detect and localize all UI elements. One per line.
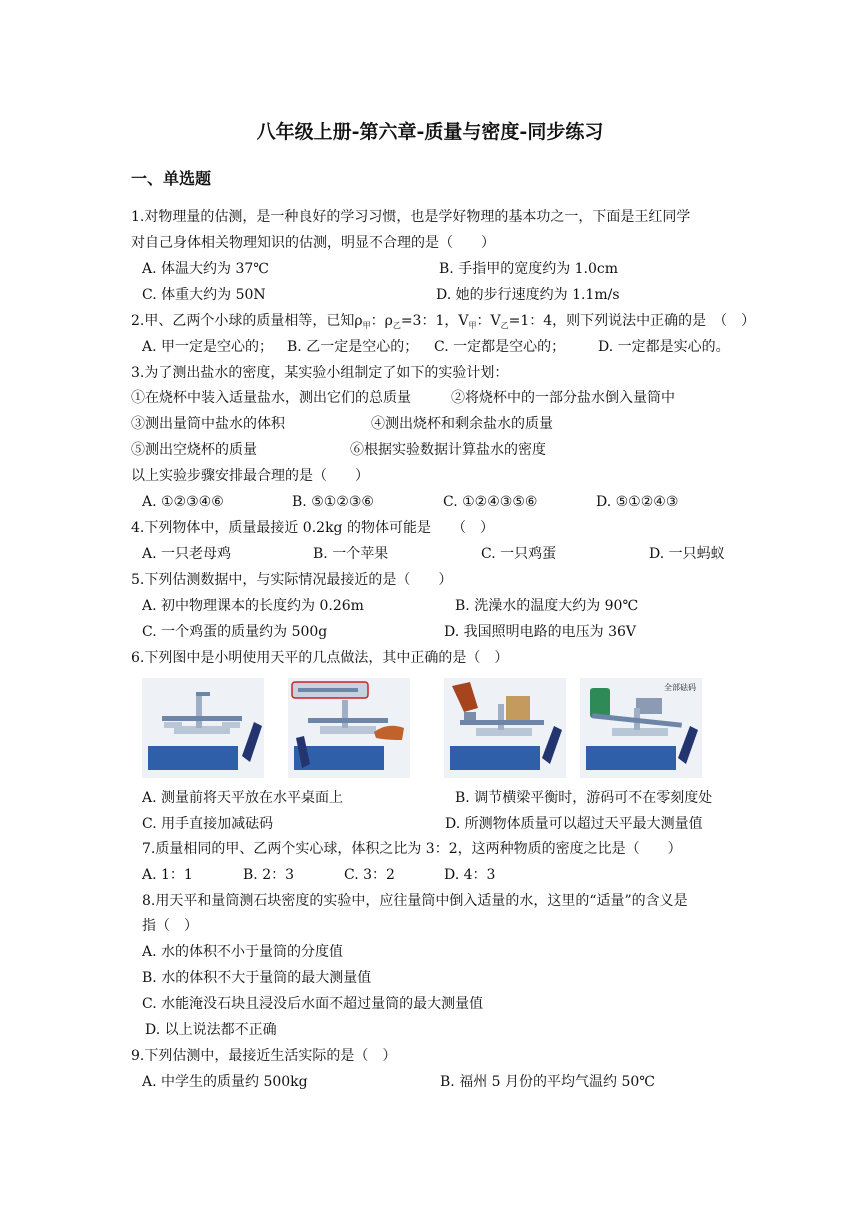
q3-option-c: C. ①②④③⑤⑥	[443, 494, 538, 510]
q6-option-b: B. 调节横梁平衡时，游码可不在零刻度处	[455, 790, 713, 806]
q3-option-b: B. ⑤①②③⑥	[292, 494, 374, 510]
q8-stem-line2: 指（ ）	[142, 918, 198, 934]
q2-option-d: D. 一定都是实心的。	[598, 339, 730, 355]
desk-shape	[148, 746, 238, 770]
q5-option-b: B. 洗澡水的温度大约为 90℃	[455, 598, 639, 614]
q3-step5: ⑤测出空烧杯的质量	[131, 442, 257, 458]
q6-stem: 6.下列图中是小明使用天平的几点做法，其中正确的是（ ）	[131, 650, 509, 666]
q4-option-c: C. 一只鸡蛋	[481, 546, 557, 562]
q8-option-c: C. 水能淹没石块且浸没后水面不超过量筒的最大测量值	[142, 996, 484, 1012]
balance-figure-c	[444, 678, 566, 778]
balance-figure-b	[288, 678, 410, 778]
q3-step3: ③测出量筒中盐水的体积	[131, 416, 285, 432]
q3-ask: 以上实验步骤安排最合理的是（ ）	[131, 468, 369, 484]
q3-step4: ④测出烧杯和剩余盐水的质量	[371, 416, 553, 432]
q5-stem: 5.下列估测数据中，与实际情况最接近的是（ ）	[131, 572, 453, 588]
q7-option-d: D. 4：3	[444, 867, 496, 883]
q3-step1: ①在烧杯中装入适量盐水，测出它们的总质量	[131, 390, 411, 406]
q6-option-a: A. 测量前将天平放在水平桌面上	[142, 790, 344, 806]
q2-option-b: B. 乙一定是空心的；	[287, 339, 419, 355]
q5-option-c: C. 一个鸡蛋的质量约为 500g	[142, 624, 328, 640]
q4-option-d: D. 一只蚂蚁	[649, 546, 725, 562]
q8-stem-line1: 8.用天平和量筒测石块密度的实验中，应往量筒中倒入适量的水，这里的“适量”的含义是	[142, 893, 688, 909]
q4-option-a: A. 一只老母鸡	[142, 546, 232, 562]
q9-option-b: B. 福州 5 月份的平均气温约 50℃	[440, 1074, 655, 1090]
q5-option-d: D. 我国照明电路的电压为 36V	[444, 624, 637, 640]
q8-option-b: B. 水的体积不大于量筒的最大测量值	[142, 970, 372, 986]
q1-option-c: C. 体重大约为 50N	[142, 287, 266, 303]
q7-option-c: C. 3：2	[344, 867, 395, 883]
q3-option-d: D. ⑤①②④③	[596, 494, 679, 510]
balance-figure-d	[580, 678, 702, 778]
section-heading: 一、单选题	[131, 169, 212, 188]
q4-option-b: B. 一个苹果	[313, 546, 389, 562]
q1-stem-line2: 对自己身体相关物理知识的估测，明显不合理的是（ ）	[131, 235, 495, 251]
q9-option-a: A. 中学生的质量约 500kg	[142, 1074, 308, 1090]
q6-figures	[0, 678, 860, 778]
q3-stem: 3.为了测出盐水的密度，某实验小组制定了如下的实验计划：	[131, 365, 509, 381]
q9-stem: 9.下列估测中，最接近生活实际的是（ ）	[131, 1048, 397, 1064]
q8-option-d: D. 以上说法都不正确	[145, 1022, 277, 1038]
page-title: 八年级上册-第六章-质量与密度-同步练习	[256, 121, 604, 143]
q2-option-a: A. 甲一定是空心的；	[142, 339, 274, 355]
q1-option-d: D. 她的步行速度约为 1.1m/s	[436, 287, 620, 303]
q1-stem-line1: 1.对物理量的估测，是一种良好的学习习惯，也是学好物理的基本功之一，下面是王红同学	[131, 209, 691, 225]
q1-option-a: A. 体温大约为 37℃	[142, 261, 269, 277]
q2-option-c: C. 一定都是空心的；	[434, 339, 566, 355]
q7-stem: 7.质量相同的甲、乙两个实心球，体积之比为 3：2，这两种物质的密度之比是（ ）	[142, 841, 682, 857]
q3-step2: ②将烧杯中的一部分盐水倒入量筒中	[451, 390, 675, 406]
q4-stem: 4.下列物体中，质量最接近 0.2kg 的物体可能是 （ ）	[131, 520, 494, 536]
q6-option-c: C. 用手直接加减砝码	[142, 816, 274, 832]
q6-option-d: D. 所测物体质量可以超过天平最大测量值	[445, 816, 703, 832]
all-weights-label: 全部砝码	[664, 683, 696, 692]
q5-option-a: A. 初中物理课本的长度约为 0.26m	[142, 598, 364, 614]
q3-option-a: A. ①②③④⑥	[142, 494, 224, 510]
q8-option-a: A. 水的体积不小于量筒的分度值	[142, 944, 344, 960]
balance-figure-a	[142, 678, 264, 778]
q1-option-b: B. 手指甲的宽度约为 1.0cm	[439, 261, 619, 277]
q7-option-a: A. 1：1	[142, 867, 193, 883]
q7-option-b: B. 2：3	[243, 867, 295, 883]
q2-stem: 2.甲、乙两个小球的质量相等，已知$\rho_甲$：$\rho_乙=3$：1，$V_甲$：$V_乙=1$：4，则下列说法中正确的是 （ ）	[131, 313, 756, 330]
q3-step6: ⑥根据实验数据计算盐水的密度	[350, 442, 546, 458]
